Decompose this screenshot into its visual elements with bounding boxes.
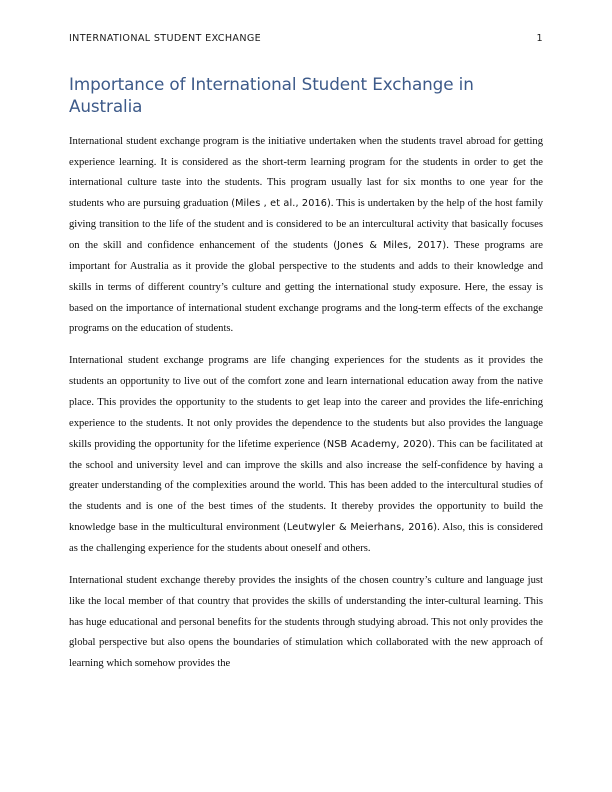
paragraph-1 xyxy=(69,132,543,341)
body-text: . Also, this is considered as the challenging experience for the students about oneself and others. xyxy=(69,522,543,554)
citation: (Miles , et al., 2016) xyxy=(231,198,331,210)
running-header xyxy=(69,33,543,45)
body-text: International student exchange programs are life changing experiences for the students as it provides the students an opportunity to live out of the comfort zone and learn international education away from the native place. This provides the opportunity to the students to get leap into the career and provides the life-enriching experience to the students. It not only provides the dependence to the students but also provides the language skills providing the opportunity for the lifetime experience xyxy=(69,355,543,450)
citation: (NSB Academy, 2020) xyxy=(322,438,433,450)
body-text: . This can be facilitated at the school and university level and can improve the skills and also increase the self-confidence by having a greater understanding of the complexities around the world. This has been added to the intercultural studies of the students and is one of the best times of the students. It thereby provides the opportunity to build the knowledge base in the multicultural environment xyxy=(69,438,543,534)
body-text: . These programs are important for Australia as it provide the global perspective to the students and adds to their knowledge and skills in terms of different country’s culture and getting the international study exposure. Here, the essay is based on the importance of international student exchange programs and the long-term effects of the exchange programs on the education of students. xyxy=(69,239,543,335)
paragraph-3 xyxy=(69,571,543,675)
citation: (Jones & Miles, 2017) xyxy=(333,239,447,251)
document-body xyxy=(69,74,543,675)
body-text: . This is undertaken by the help of the host family giving transition to the life of the student and is considered to be an intercultural activity that basically focuses on the skill and confidence enhancement of the students xyxy=(69,198,543,251)
header-title: INTERNATIONAL STUDENT EXCHANGE xyxy=(69,33,262,44)
body-text: International student exchange program is the initiative undertaken when the students travel abroad for getting experience learning. It is considered as the short-term learning program for the students in order to get the international culture taste into the students. This program usually last for six months to one year for the students who are pursuing graduation xyxy=(69,135,543,210)
paragraph-container xyxy=(69,132,543,675)
page-title: Importance of International Student Exchange in Australia xyxy=(69,74,474,116)
body-text: International student exchange thereby provides the insights of the chosen country’s culture and language just like the local member of that country that provides the skills of understanding the inter-cultural learning. This has huge educational and personal benefits for the students through studying abroad. This not only provides the global perspective but also opens the boundaries of stimulation which collaborated with the new approach of learning which somehow provides the xyxy=(69,574,543,670)
paragraph-2 xyxy=(69,351,543,560)
citation: (Leutwyler & Meierhans, 2016) xyxy=(283,522,438,534)
header-page-number: 1 xyxy=(536,33,543,44)
